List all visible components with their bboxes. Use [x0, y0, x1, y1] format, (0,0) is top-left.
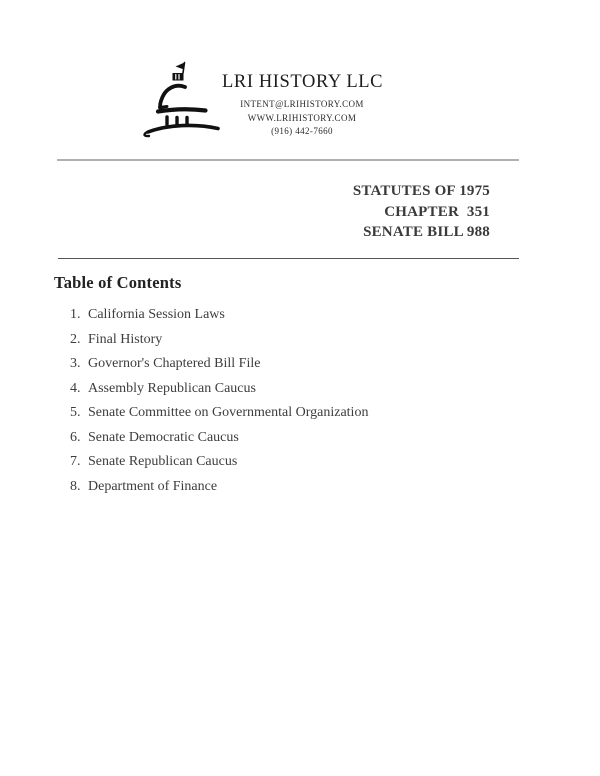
top-divider-rule — [57, 159, 519, 161]
toc-title: Table of Contents — [54, 273, 182, 292]
toc-item-label: Senate Democratic Caucus — [88, 429, 239, 445]
toc-item-label: Department of Finance — [88, 478, 218, 494]
toc-item-label: California Session Laws — [88, 307, 225, 322]
toc-item-number: 5. — [70, 405, 81, 420]
toc-item — [54, 426, 514, 451]
toc-item-number: 6. — [70, 429, 81, 445]
senate-bill-line: SENATE BILL 988 — [363, 224, 490, 241]
toc-item-number: 3. — [70, 356, 81, 371]
statutes-line: STATUTES OF 1975 — [352, 183, 490, 199]
statute-reference-block — [353, 181, 490, 243]
toc-item-label: Governor's Chaptered Bill File — [88, 356, 261, 371]
company-name: LRI HISTORY LLC — [222, 72, 384, 92]
toc-item-number: 2. — [70, 331, 81, 347]
bottom-divider-rule — [58, 258, 519, 259]
toc-item-number: 7. — [70, 454, 81, 469]
toc-item-label: Senate Republican Caucus — [88, 454, 238, 469]
toc-list — [54, 303, 514, 499]
toc-item — [54, 352, 514, 377]
toc-item-label: Senate Committee on Governmental Organization — [88, 405, 369, 420]
toc-item — [54, 401, 514, 426]
toc-item — [54, 450, 514, 475]
phone-text: (916) 442-7660 — [271, 126, 333, 136]
toc-item-label: Final History — [88, 331, 163, 347]
toc-item — [54, 475, 514, 500]
toc-item — [54, 328, 514, 353]
toc-item-number: 1. — [70, 307, 81, 322]
toc-item-label: Assembly Republican Caucus — [88, 380, 256, 396]
email-text: INTENT@LRIHISTORY.COM — [240, 99, 364, 109]
toc-item — [54, 303, 514, 328]
toc-item-number: 4. — [70, 380, 81, 396]
toc-item — [54, 377, 514, 402]
chapter-line: CHAPTER 351 — [384, 203, 490, 220]
website-text: WWW.LRIHISTORY.COM — [247, 112, 357, 123]
contact-block — [222, 98, 382, 139]
toc-item-number: 8. — [70, 478, 81, 494]
letterhead — [222, 72, 382, 139]
